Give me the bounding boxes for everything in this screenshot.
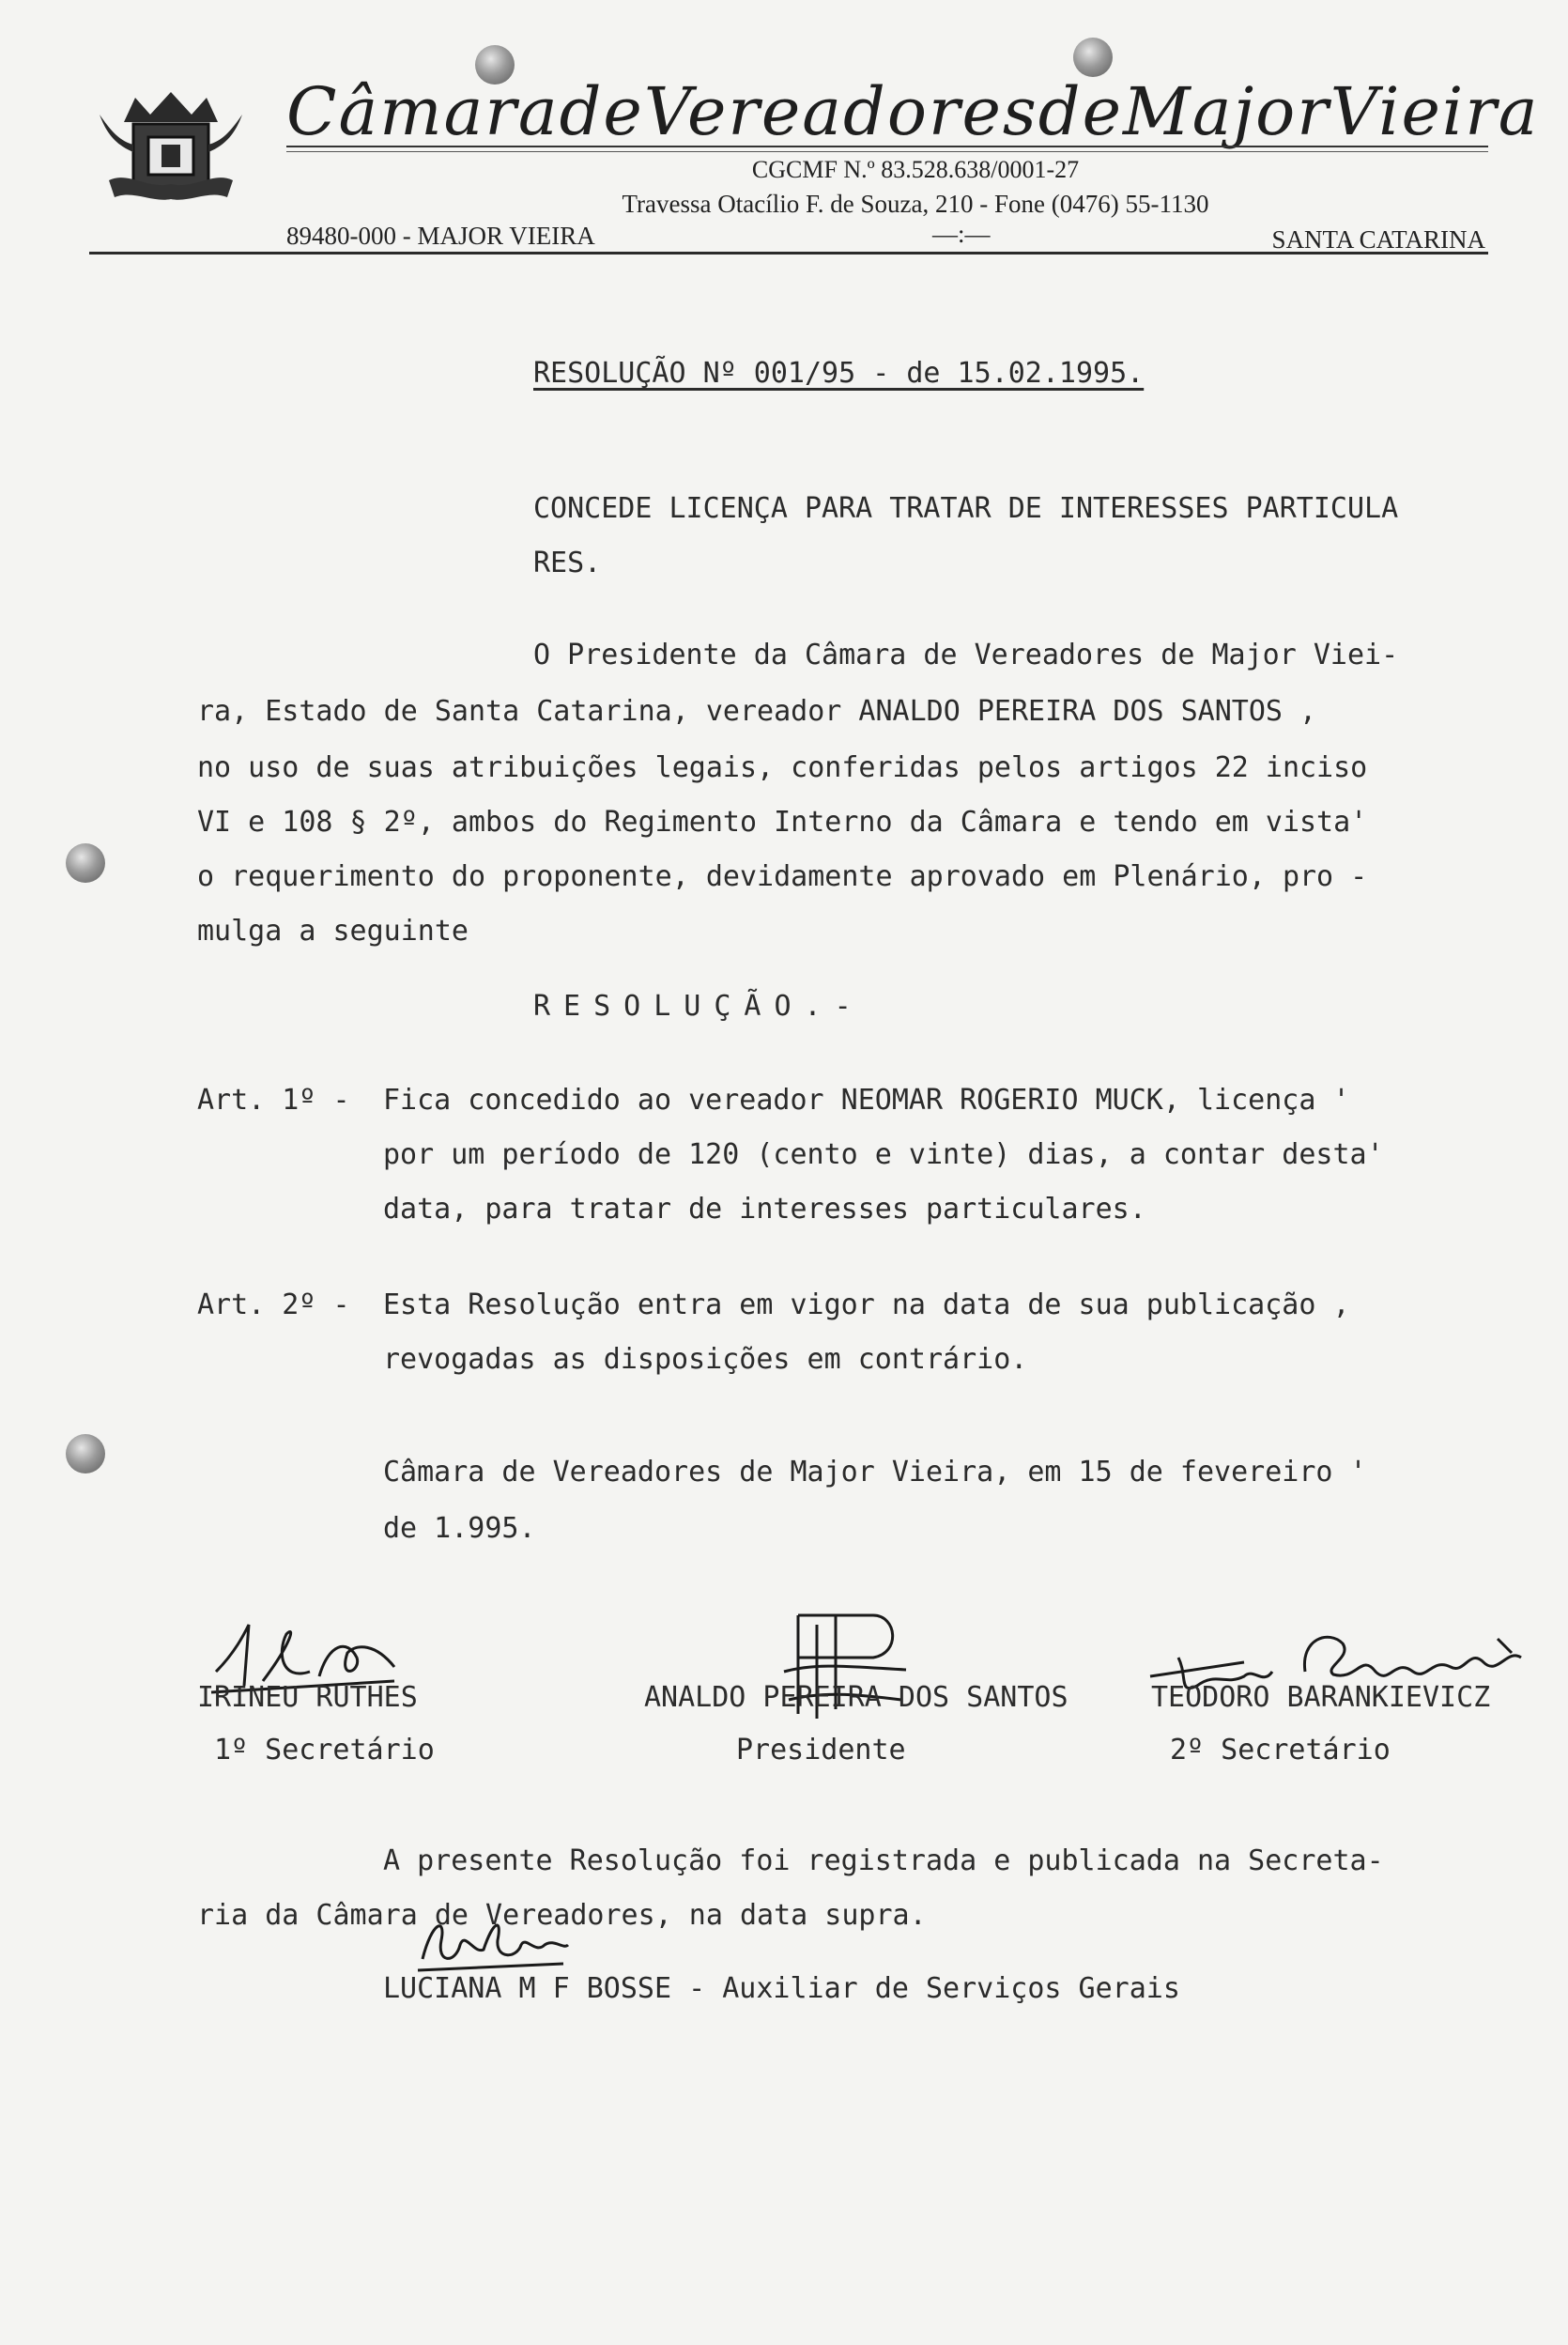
preamble-line: mulga a seguinte: [197, 915, 469, 948]
signatory-role: Presidente: [736, 1734, 906, 1766]
state-name: SANTA CATARINA: [1271, 225, 1485, 254]
article-1-line: Fica concedido ao vereador NEOMAR ROGERIO MUCK, licença ': [383, 1084, 1350, 1117]
preamble-line: ra, Estado de Santa Catarina, vereador ANALDO PEREIRA DOS SANTOS ,: [197, 695, 1317, 728]
registration-line: ria da Câmara de Vereadores, na data supra.: [197, 1899, 927, 1932]
subject-line: RES.: [533, 547, 602, 579]
closing-line: Câmara de Vereadores de Major Vieira, em 15 de fevereiro ': [383, 1456, 1367, 1489]
signatory-role: 1º Secretário: [214, 1734, 435, 1766]
preamble-line: O Presidente da Câmara de Vereadores de Major Viei-: [533, 639, 1399, 671]
signatory-name: ANALDO PEREIRA DOS SANTOS: [644, 1681, 1068, 1714]
article-1-line: por um período de 120 (cento e vinte) dias, a contar desta': [383, 1138, 1384, 1171]
letterhead-word: Major: [1123, 73, 1330, 150]
article-2-line: revogadas as disposições em contrário.: [383, 1343, 1028, 1376]
article-1-label: Art. 1º -: [197, 1084, 350, 1117]
letterhead-word: Vereadores: [643, 73, 1038, 150]
signatory-role: 2º Secretário: [1170, 1734, 1391, 1766]
resolution-word: RESOLUÇÃO.-: [533, 990, 865, 1023]
article-1-line: data, para tratar de interesses particulares.: [383, 1193, 1146, 1226]
signatory-name: TEODORO BARANKIEVICZ: [1151, 1681, 1491, 1714]
address-line: Travessa Otacílio F. de Souza, 210 - Fone (0476) 55-1130: [622, 190, 1209, 218]
registration-line: A presente Resolução foi registrada e publicada na Secreta-: [383, 1844, 1384, 1877]
resolution-heading: RESOLUÇÃO Nº 001/95 - de 15.02.1995.: [533, 357, 1145, 390]
letterhead-title: [286, 73, 1540, 150]
closing-line: de 1.995.: [383, 1512, 536, 1545]
letterhead-word: Câmara: [286, 73, 560, 150]
letterhead-rule-thin: [286, 151, 1488, 152]
punch-hole-top-right: [1073, 38, 1113, 77]
signatory-name: IRINEU RUTHES: [197, 1681, 418, 1714]
cep-city: 89480-000 - MAJOR VIEIRA: [286, 222, 595, 250]
letterhead-word: de: [1038, 73, 1124, 150]
clerk-line: LUCIANA M F BOSSE - Auxiliar de Serviços Gerais: [383, 1972, 1180, 2005]
cgcmf-number: CGCMF N.º 83.528.638/0001-27: [751, 156, 1080, 183]
preamble-line: o requerimento do proponente, devidamente aprovado em Plenário, pro -: [197, 860, 1368, 893]
letterhead-base-rule: [89, 252, 1488, 255]
preamble-line: no uso de suas atribuições legais, conferidas pelos artigos 22 inciso: [197, 751, 1368, 784]
letterhead-rule: [286, 146, 1488, 147]
preamble-line: VI e 108 § 2º, ambos do Regimento Interno da Câmara e tendo em vista': [197, 806, 1368, 839]
signature-clerk: [413, 1912, 573, 1978]
punch-hole-left-lower: [66, 1434, 105, 1473]
article-2-label: Art. 2º -: [197, 1288, 350, 1321]
article-2-line: Esta Resolução entra em vigor na data de sua publicação ,: [383, 1288, 1350, 1321]
letterhead-word: de: [559, 73, 644, 150]
letterhead-separator: —:—: [932, 220, 991, 248]
letterhead-word: Vieira: [1330, 73, 1540, 150]
subject-line: CONCEDE LICENÇA PARA TRATAR DE INTERESSES PARTICULA: [533, 492, 1399, 525]
punch-hole-left-middle: [66, 843, 105, 883]
